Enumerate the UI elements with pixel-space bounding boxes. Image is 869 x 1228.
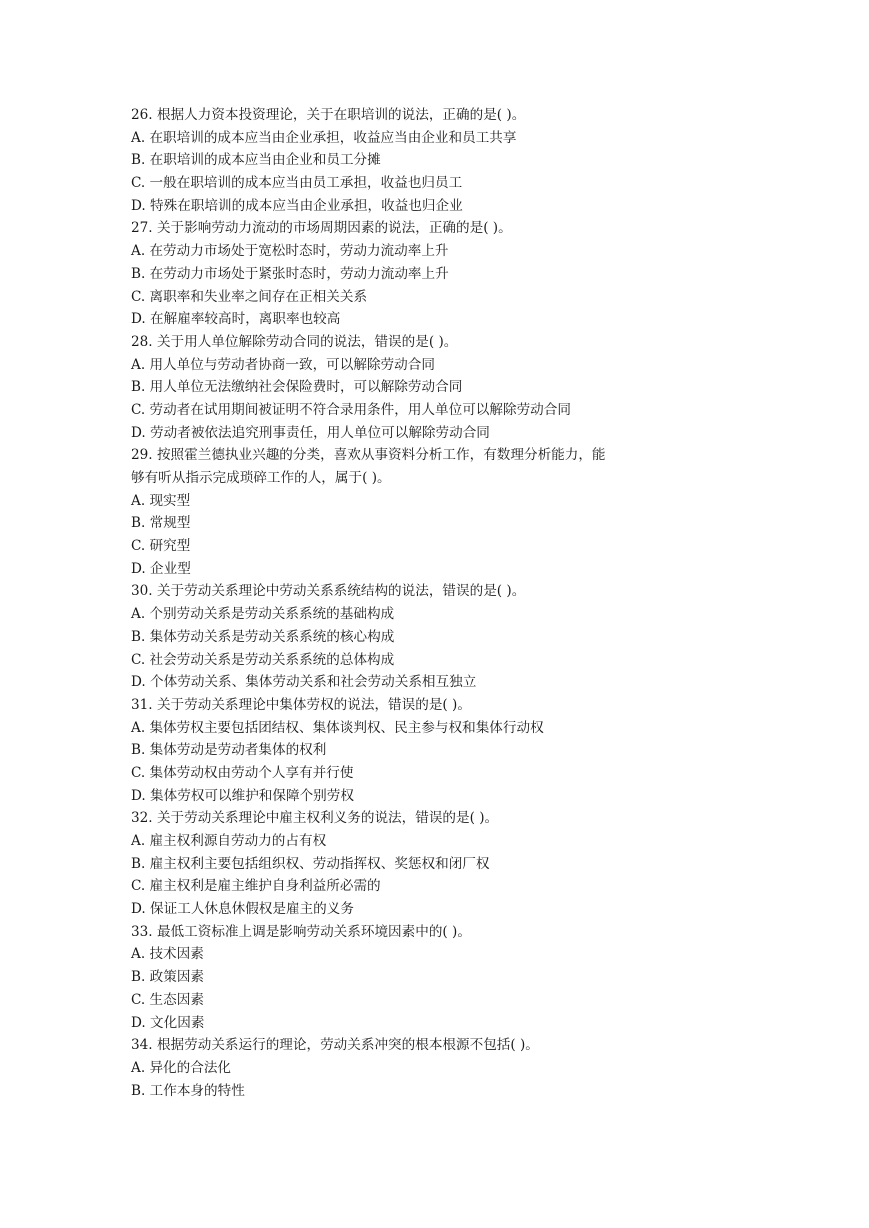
question-27-option-a: A. 在劳动力市场处于宽松时态时，劳动力流动率上升 (131, 243, 449, 260)
question-27-stem: 27. 关于影响劳动力流动的市场周期因素的说法，正确的是( )。 (131, 220, 512, 237)
question-26-option-b: B. 在职培训的成本应当由企业和员工分摊 (131, 152, 381, 169)
question-33-option-c: C. 生态因素 (131, 991, 204, 1008)
question-30-option-a: A. 个别劳动关系是劳动关系系统的基础构成 (131, 606, 395, 623)
question-29-option-a: A. 现实型 (131, 492, 191, 509)
question-27-option-b: B. 在劳动力市场处于紧张时态时，劳动力流动率上升 (131, 265, 449, 282)
question-31-option-c: C. 集体劳动权由劳动个人享有并行使 (131, 764, 354, 781)
question-30-option-d: D. 个体劳动关系、集体劳动关系和社会劳动关系相互独立 (131, 674, 477, 691)
question-26-stem: 26. 根据人力资本投资理论，关于在职培训的说法，正确的是( )。 (131, 107, 526, 123)
question-29-stem-line1: 29. 按照霍兰德执业兴趣的分类，喜欢从事资料分析工作，有数理分析能力，能 (131, 447, 606, 464)
question-31-stem: 31. 关于劳动关系理论中集体劳权的说法，错误的是( )。 (131, 696, 471, 713)
question-33-option-a: A. 技术因素 (131, 946, 204, 963)
question-30-option-b: B. 集体劳动关系是劳动关系系统的核心构成 (131, 628, 395, 645)
question-29-option-b: B. 常规型 (131, 515, 191, 532)
question-26-option-a: A. 在职培训的成本应当由企业承担，收益应当由企业和员工共享 (131, 129, 517, 146)
question-26-option-c: C. 一般在职培训的成本应当由员工承担，收益也归员工 (131, 175, 463, 192)
question-29-option-d: D. 企业型 (131, 560, 191, 577)
document-page (131, 104, 691, 1102)
question-28-option-c: C. 劳动者在试用期间被证明不符合录用条件，用人单位可以解除劳动合同 (131, 401, 571, 418)
question-29-option-c: C. 研究型 (131, 538, 191, 555)
question-27-option-c: C. 离职率和失业率之间存在正相关关系 (131, 288, 368, 305)
question-31-option-a: A. 集体劳权主要包括团结权、集体谈判权、民主参与权和集体行动权 (131, 719, 544, 736)
question-33-option-b: B. 政策因素 (131, 969, 205, 986)
question-34-option-a: A. 异化的合法化 (131, 1059, 232, 1076)
question-34-stem: 34. 根据劳动关系运行的理论，劳动关系冲突的根本根源不包括( )。 (131, 1037, 539, 1054)
question-28-option-b: B. 用人单位无法缴纳社会保险费时，可以解除劳动合同 (131, 379, 463, 396)
question-34-option-b: B. 工作本身的特性 (131, 1082, 245, 1099)
question-32-option-b: B. 雇主权利主要包括组织权、劳动指挥权、奖惩权和闭厂权 (131, 855, 490, 872)
question-32-stem: 32. 关于劳动关系理论中雇主权利义务的说法，错误的是( )。 (131, 810, 499, 827)
question-26-option-d: D. 特殊在职培训的成本应当由企业承担，收益也归企业 (131, 197, 463, 214)
question-30-stem: 30. 关于劳动关系理论中劳动关系系统结构的说法，错误的是( )。 (131, 583, 526, 600)
question-31-option-d: D. 集体劳权可以维护和保障个别劳权 (131, 787, 354, 804)
question-28-stem: 28. 关于用人单位解除劳动合同的说法，错误的是( )。 (131, 333, 458, 350)
question-33-stem: 33. 最低工资标准上调是影响劳动关系环境因素中的( )。 (131, 923, 471, 940)
question-33-option-d: D. 文化因素 (131, 1014, 205, 1031)
question-29-stem-line2: 够有听从指示完成琐碎工作的人，属于( )。 (131, 470, 391, 486)
question-28-option-d: D. 劳动者被依法追究刑事责任，用人单位可以解除劳动合同 (131, 424, 490, 441)
question-32-option-d: D. 保证工人休息休假权是雇主的义务 (131, 901, 354, 918)
question-27-option-d: D. 在解雇率较高时，离职率也较高 (131, 311, 341, 328)
question-32-option-c: C. 雇主权利是雇主维护自身利益所必需的 (131, 878, 381, 895)
question-32-option-a: A. 雇主权利源自劳动力的占有权 (131, 833, 327, 849)
question-30-option-c: C. 社会劳动关系是劳动关系系统的总体构成 (131, 651, 395, 668)
question-28-option-a: A. 用人单位与劳动者协商一致，可以解除劳动合同 (131, 356, 435, 373)
question-31-option-b: B. 集体劳动是劳动者集体的权利 (131, 742, 327, 759)
